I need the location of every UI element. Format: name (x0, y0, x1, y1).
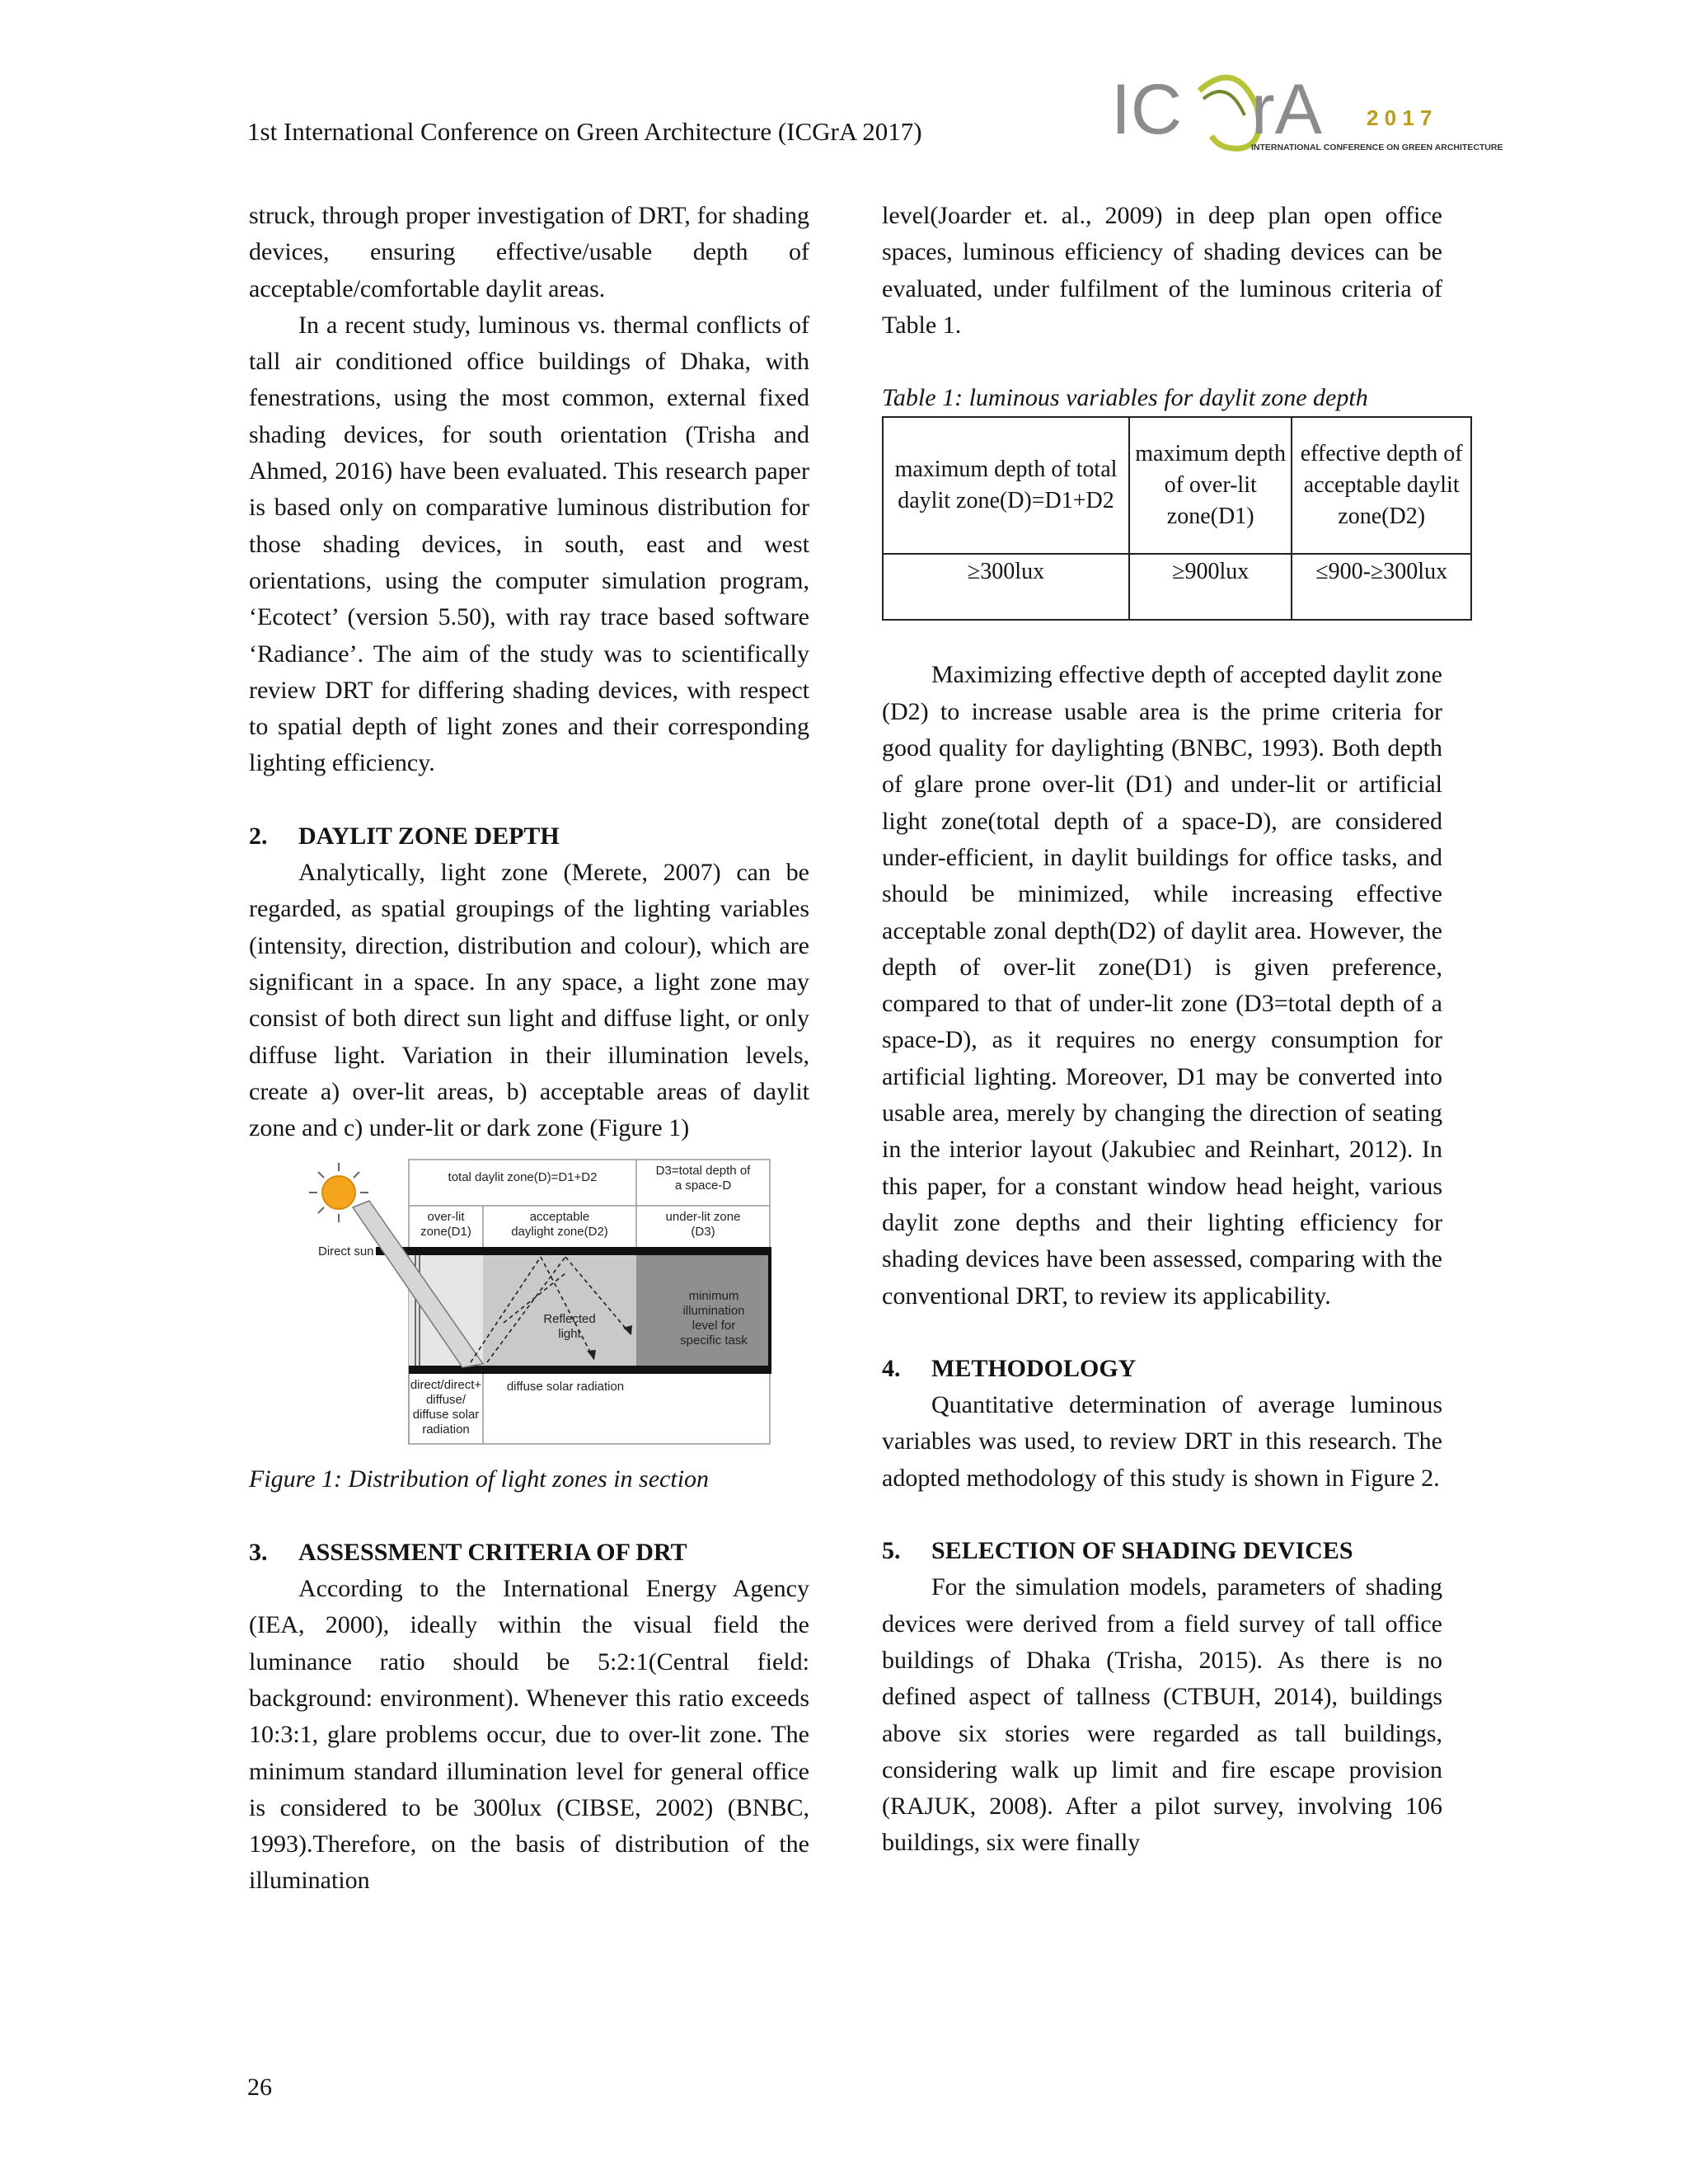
section-4-number: 4. (882, 1354, 901, 1382)
fig-dd-3: diffuse solar (412, 1408, 480, 1422)
fig-accept-1: acceptable (529, 1210, 590, 1225)
fig-min-3: level for (692, 1319, 736, 1333)
section-2-heading (249, 818, 809, 855)
table-header-row (883, 417, 1471, 554)
left-paragraph-4: According to the International Energy Agency (IEA, 2000), ideally within the visual field the luminance ratio should be 5:2:1(Central field: background: environment). Whenever this ratio exceeds 10:3:1, glare problems occur, due to over-lit zone. The minimum standard illumination level for general office is considered to be 300lux (CIBSE, 2002) (BNBC, 1993).Therefore, on the basis of distribution of the illumination (249, 1575, 809, 1895)
table-cell-1: ≥300lux (883, 554, 1129, 620)
fig-reflected-1: Reflected (543, 1312, 596, 1327)
right-paragraph-3: Quantitative determination of average luminous variables was used, to review DRT in this research. The adopted methodology of this study is shown in Figure 2. (882, 1391, 1442, 1492)
table-1-caption: Table 1: luminous variables for daylit zone depth (882, 384, 1368, 412)
section-5-title: SELECTION OF SHADING DEVICES (931, 1537, 1353, 1565)
running-header: 1st International Conference on Green Architecture (ICGrA 2017) (247, 117, 922, 146)
fig-dd-2: diffuse/ (425, 1393, 467, 1408)
section-2-title: DAYLIT ZONE DEPTH (298, 822, 560, 850)
left-paragraph-2: In a recent study, luminous vs. thermal conflicts of tall air conditioned office buildings of Dhaka, with fenestrations, using the most common, external fixed shading devices, for south orientation (Trisha and Ahmed, 2016) have been evaluated. This research paper is based only on comparative luminous distribution for those shading devices, in south, east and west orientations, using the computer simulation program, ‘Ecotect’ (version 5.50), with ray trace based software ‘Radiance’. The aim of the study was to scientifically review DRT for differing shading devices, with respect to spatial depth of light zones and their corresponding lighting efficiency. (249, 311, 809, 777)
table-cell-3: ≤900-≥300lux (1292, 554, 1471, 620)
logo-text-right: rA (1251, 70, 1322, 149)
table-header-cell-2: maximum depth of over-lit zone(D1) (1129, 417, 1292, 554)
figure-1-caption: Figure 1: Distribution of light zones in section (249, 1465, 710, 1493)
fig-overlit-1: over-lit (427, 1210, 465, 1225)
section-4-heading (882, 1351, 1442, 1387)
fig-total-label: total daylit zone(D)=D1+D2 (448, 1170, 598, 1185)
fig-d3-label-1: D3=total depth of (655, 1164, 751, 1179)
fig-min-4: specific task (680, 1333, 748, 1348)
right-paragraph-2: Maximizing effective depth of accepted daylit zone (D2) to increase usable area is the prime criteria for good quality for daylighting (BNBC, 1993). Both depth of glare prone over-lit (D1) and under-lit or artificial light zone(total depth of a space-D), are considered under-efficient, in daylit buildings for office tasks, and should be minimized, while increasing effective acceptable zonal depth(D2) of daylit area. However, the depth of over-lit zone(D1) is given preference, compared to that of under-lit zone (D3=total depth of a space-D), as it requires no energy consumption for artificial lighting. Moreover, D1 may be converted into usable area, merely by changing the direction of seating in the interior layout (Jakubiec and Reinhart, 2012). In this paper, for a constant window head height, various daylit zone depths and their lighting efficiency for shading devices have been assessed, comparing with the conventional DRT, to review its applicability. (882, 661, 1442, 1310)
section-2-number: 2. (249, 822, 268, 850)
logo-subtitle: INTERNATIONAL CONFERENCE ON GREEN ARCHITECTURE (1251, 143, 1503, 152)
table-header-cell-3: effective depth of acceptable daylit zone(D2) (1292, 417, 1471, 554)
figure-1-diagram (293, 1158, 780, 1446)
fig-under-1: under-lit zone (665, 1210, 741, 1225)
fig-under-2: (D3) (691, 1225, 715, 1240)
fig-dd-1: direct/direct+ (410, 1378, 482, 1393)
section-3-title: ASSESSMENT CRITERIA OF DRT (298, 1538, 687, 1566)
page-number: 26 (247, 2074, 272, 2101)
logo-swirl-icon (1199, 77, 1259, 148)
conference-logo (1104, 58, 1503, 165)
fig-accept-2: daylight zone(D2) (511, 1225, 608, 1240)
left-paragraph-1: struck, through proper investigation of DRT, for shading devices, ensuring effective/usable depth of acceptable/comfortable daylit areas. (249, 202, 809, 302)
left-column (249, 198, 809, 1900)
logo-year: 2 0 1 7 (1367, 105, 1432, 130)
table-row (883, 554, 1471, 620)
section-4-title: METHODOLOGY (931, 1354, 1137, 1382)
right-paragraph-1: level(Joarder et. al., 2009) in deep plan open office spaces, luminous efficiency of shading devices can be evaluated, under fulfilment of the luminous criteria of Table 1. (882, 202, 1442, 339)
right-column (882, 198, 1463, 1862)
table-1 (882, 416, 1472, 621)
fig-diffuse: diffuse solar radiation (506, 1380, 625, 1394)
table-cell-2: ≥900lux (1129, 554, 1292, 620)
fig-min-1: minimum (688, 1289, 739, 1304)
fig-direct-sun: Direct sun (318, 1244, 374, 1259)
table-header-cell-1: maximum depth of total daylit zone(D)=D1+D2 (883, 417, 1129, 554)
fig-d3-label-2: a space-D (674, 1179, 732, 1193)
logo-text-left: IC (1111, 70, 1182, 149)
fig-overlit-2: zone(D1) (420, 1225, 471, 1240)
fig-min-2: illumination (682, 1304, 745, 1319)
right-paragraph-4: For the simulation models, parameters of shading devices were derived from a field survey of tall office buildings of Dhaka (Trisha, 2015). As there is no defined aspect of tallness (CTBUH, 2014), buildings above six stories were regarded as tall buildings, considering walk up limit and fire escape provision (RAJUK, 2008). After a pilot survey, involving 106 buildings, six were finally (882, 1573, 1442, 1857)
section-3-number: 3. (249, 1538, 268, 1566)
left-paragraph-3: Analytically, light zone (Merete, 2007) can be regarded, as spatial groupings of the lighting variables (intensity, direction, distribution and colour), which are significant in a space. In any space, a light zone may consist of both direct sun light and diffuse light, or only diffuse light. Variation in their illumination levels, create a) over-lit areas, b) acceptable areas of daylit zone and c) under-lit or dark zone (Figure 1) (249, 859, 809, 1142)
fig-reflected-2: light (558, 1327, 581, 1342)
fig-dd-4: radiation (422, 1422, 470, 1437)
section-5-number: 5. (882, 1537, 901, 1565)
section-3-heading (249, 1535, 809, 1571)
section-5-heading (882, 1533, 1442, 1569)
